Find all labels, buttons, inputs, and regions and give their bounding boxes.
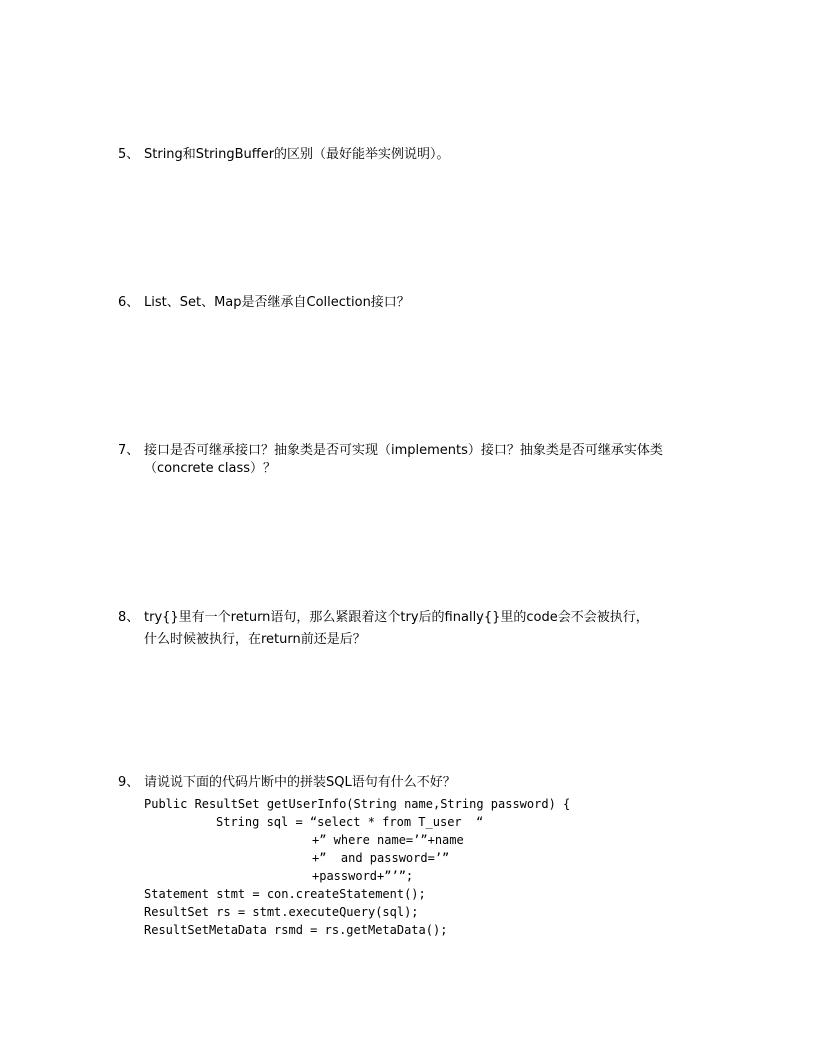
question-text-continued: 什么时候被执行，在return前还是后？ xyxy=(144,632,366,647)
question-text-continued: （concrete class）？ xyxy=(144,461,277,476)
question-9 xyxy=(118,774,718,792)
code-line: String sql = “select * from T_user “ xyxy=(216,815,484,829)
code-line: +” and password=’” xyxy=(312,851,450,865)
question-7 xyxy=(118,442,718,478)
question-text: 接口是否可继承接口？抽象类是否可实现（implements）接口？抽象类是否可继承实体类 xyxy=(144,443,663,458)
question-number: 6、 xyxy=(118,295,140,310)
code-line: +” where name=’”+name xyxy=(312,833,464,847)
question-number: 9、 xyxy=(118,775,140,790)
question-text: List、Set、Map是否继承自Collection接口？ xyxy=(144,295,410,310)
question-number: 8、 xyxy=(118,610,140,625)
question-number: 7、 xyxy=(118,443,140,458)
code-line: Public ResultSet getUserInfo(String name,String password) { xyxy=(144,797,571,811)
code-snippet xyxy=(144,795,570,939)
question-5 xyxy=(118,146,718,164)
question-text: 请说说下面的代码片断中的拼装SQL语句有什么不好？ xyxy=(144,775,456,790)
question-8 xyxy=(118,609,718,649)
question-text: try{}里有一个return语句，那么紧跟着这个try后的finally{}里的code会不会被执行， xyxy=(144,610,649,625)
code-line: ResultSetMetaData rsmd = rs.getMetaData(); xyxy=(144,923,448,937)
code-line: ResultSet rs = stmt.executeQuery(sql); xyxy=(144,905,419,919)
question-number: 5、 xyxy=(118,147,140,162)
question-text: String和StringBuffer的区别（最好能举实例说明）。 xyxy=(144,147,450,162)
code-line: +password+”’”; xyxy=(312,869,414,883)
question-6 xyxy=(118,294,718,312)
code-line: Statement stmt = con.createStatement(); xyxy=(144,887,426,901)
